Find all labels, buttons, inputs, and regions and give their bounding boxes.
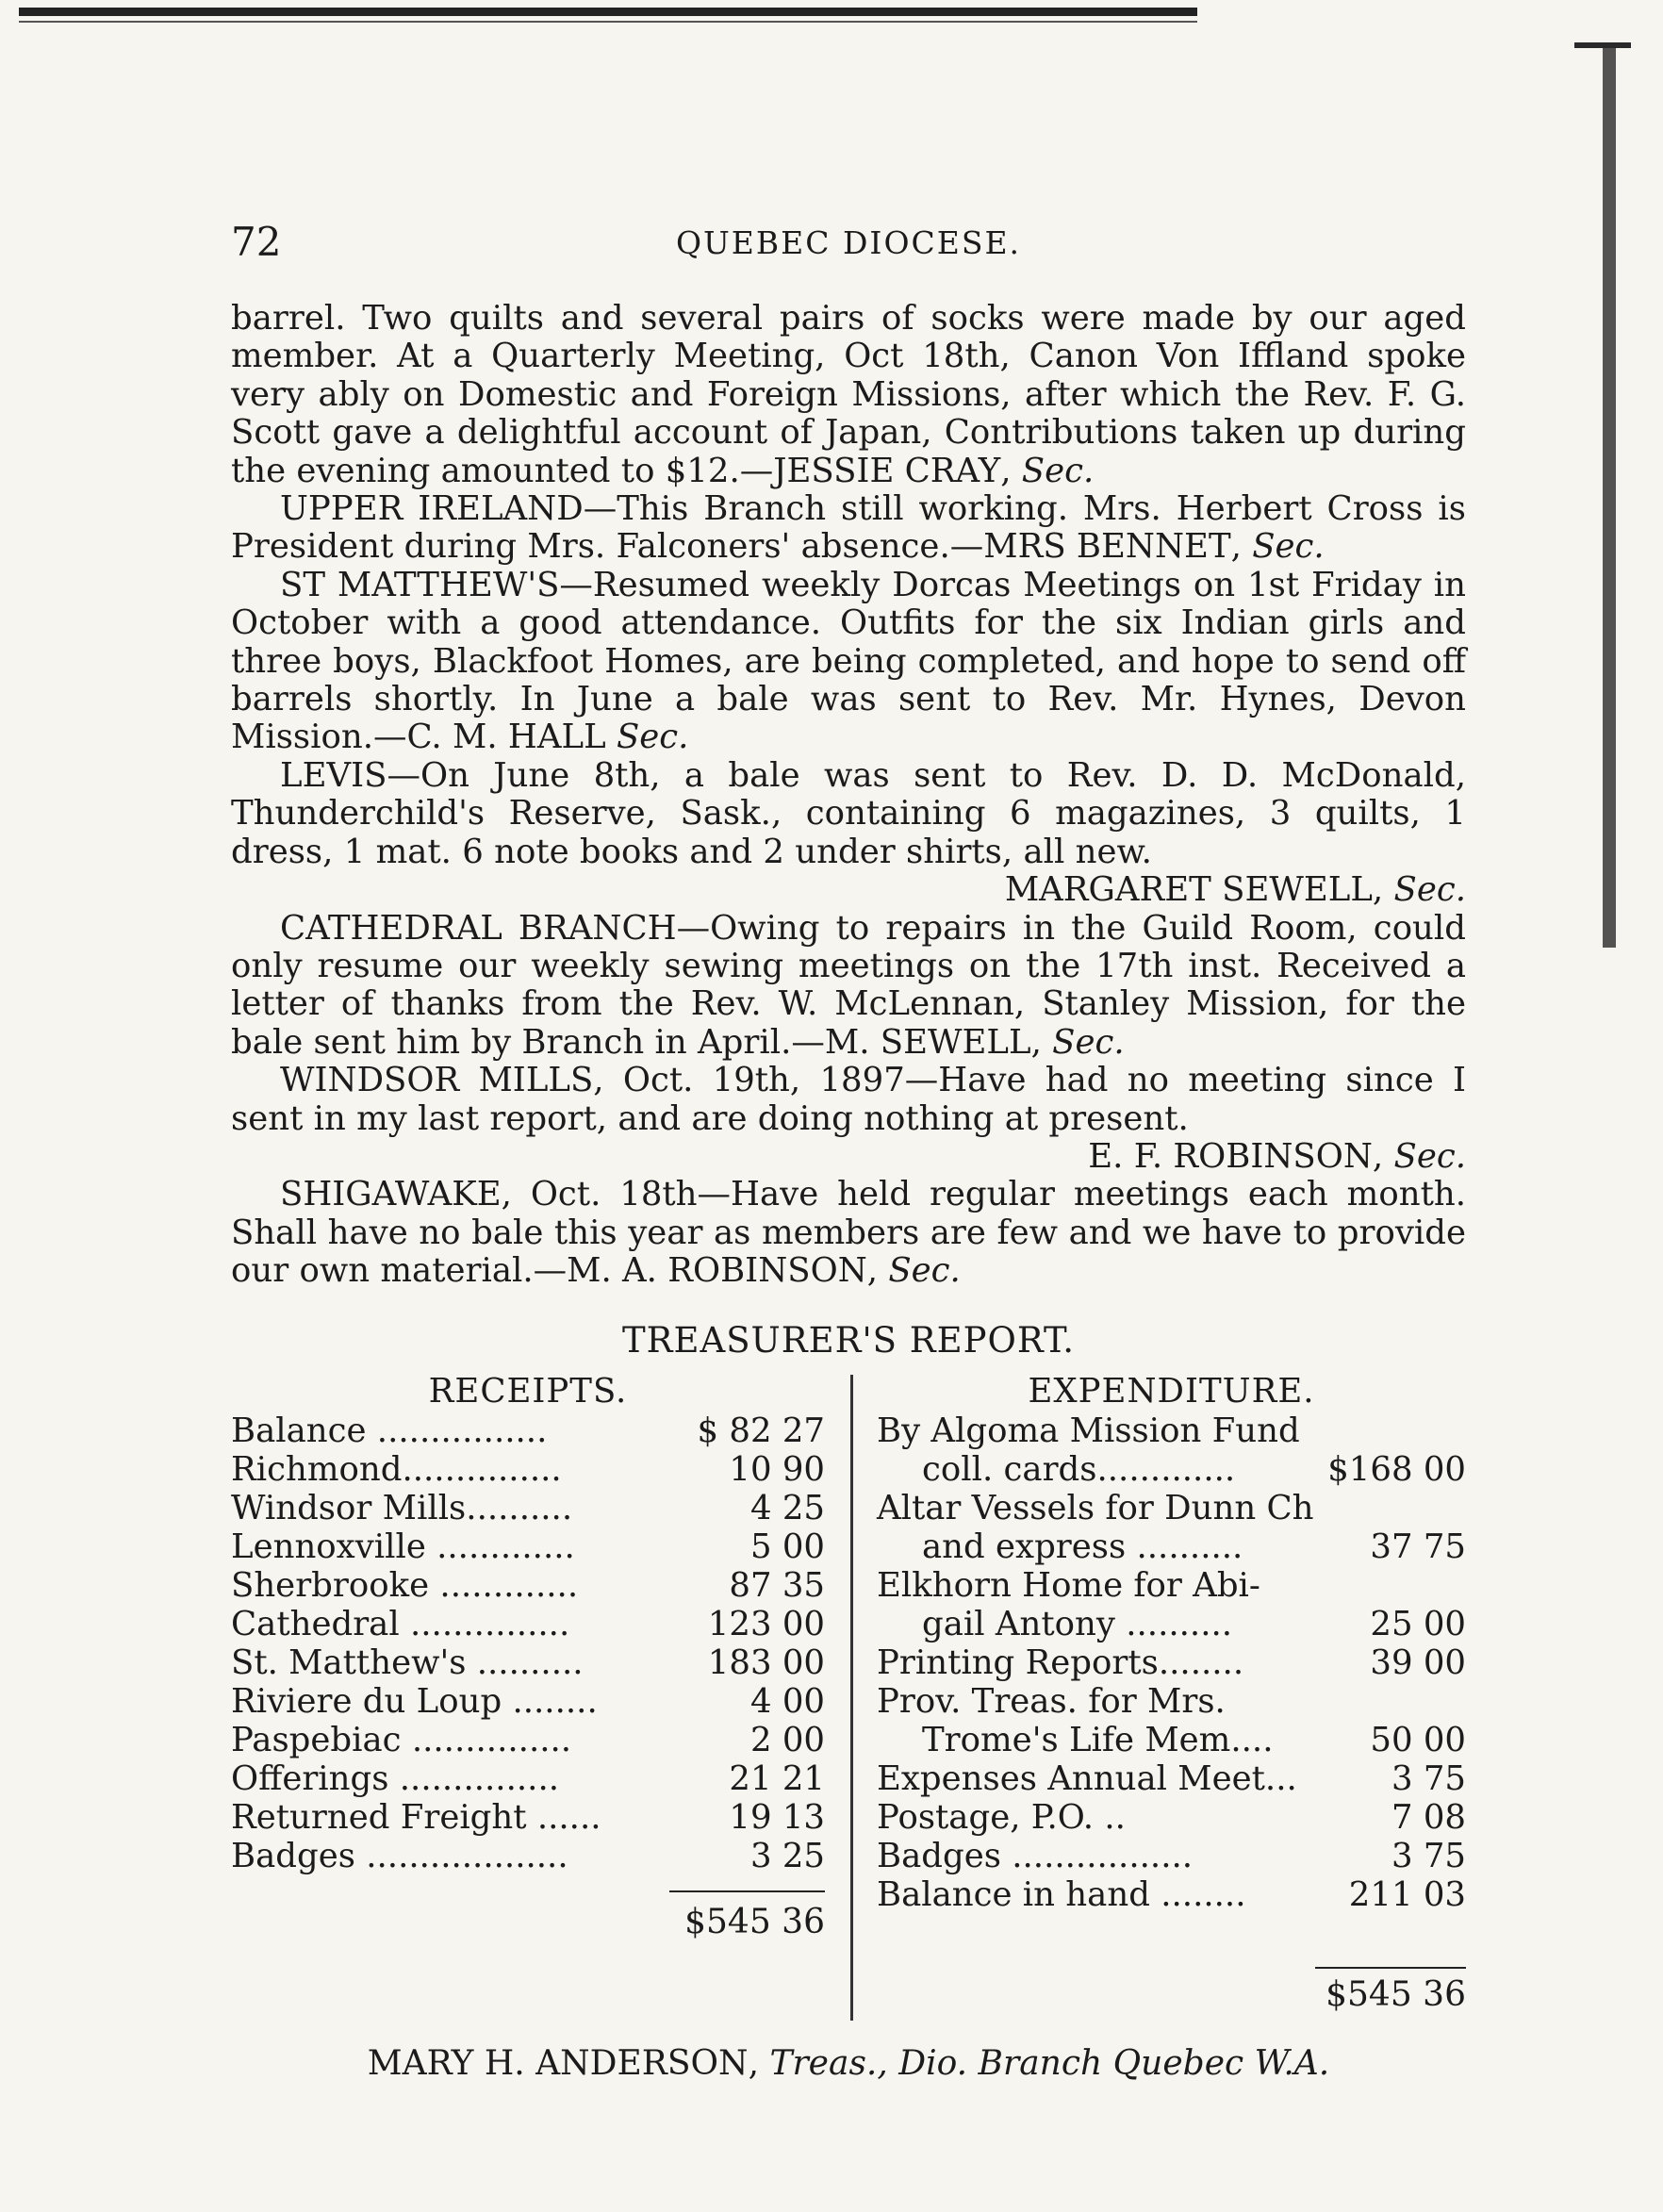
table-row	[231, 1721, 825, 1759]
entry-label: Altar Vessels for Dunn Ch	[877, 1489, 1314, 1527]
signature-title: Sec.	[616, 718, 689, 757]
paragraph-levis: LEVIS—On June 8th, a bale was sent to Rev. D. D. McDonald, Thunderchild's Reserve, Sask., containing 6 magazines, 3 quilts, 1 dress, 1 mat. 6 note books and 2 under shirts, all new.	[231, 755, 1466, 871]
table-row	[231, 1566, 825, 1605]
table-row	[231, 1643, 825, 1682]
entry-amount: $ 82 27	[697, 1411, 825, 1450]
receipts-heading: RECEIPTS.	[428, 1372, 628, 1411]
entry-label: and express ..........	[922, 1527, 1243, 1566]
entry-label: Riviere du Loup ........	[231, 1682, 598, 1721]
paragraph-continuation: barrel. Two quilts and several pairs of socks were made by our aged member. At a Quarterly Meeting, Oct 18th, Canon Von Iffland spoke very ably on Domestic and Foreign Missions, after which the Rev. F. G. Scott gave a delightful account of Japan, Contributions taken up during the evening amounted to $12.—JESSIE CRAY, Sec.	[231, 299, 1466, 490]
entry-label: By Algoma Mission Fund	[877, 1411, 1300, 1450]
entry-amount: 3 75	[1391, 1759, 1466, 1798]
entry-label: Badges .................	[877, 1837, 1194, 1875]
column-divider	[850, 1375, 853, 2021]
table-row	[877, 1411, 1466, 1450]
entry-label: Returned Freight ......	[231, 1798, 601, 1837]
table-row	[877, 1875, 1466, 1914]
receipts-sum-rule	[669, 1890, 825, 1892]
branch-name: CATHEDRAL BRANCH	[280, 908, 677, 948]
entry-label: Richmond...............	[231, 1450, 562, 1489]
paragraph-upper-ireland: UPPER IRELAND—This Branch still working. Mrs. Herbert Cross is President during Mrs. Falconers' absence.—MRS BENNET, Sec.	[231, 489, 1466, 567]
table-row	[231, 1837, 825, 1875]
entry-amount: 21 21	[729, 1759, 825, 1798]
entry-amount: 19 13	[729, 1798, 825, 1837]
report-title: TREASURER'S REPORT.	[621, 1320, 1076, 1361]
entry-label: Elkhorn Home for Abi-	[877, 1566, 1260, 1605]
table-row	[231, 1489, 825, 1527]
expenditure-heading: EXPENDITURE.	[1028, 1372, 1315, 1411]
expenditure-list	[877, 1411, 1466, 1914]
table-row	[877, 1643, 1466, 1682]
paragraph-windsor-mills: WINDSOR MILLS, Oct. 19th, 1897—Have had no meeting since I sent in my last report, and are doing nothing at present.	[231, 1061, 1466, 1138]
expenditure-total: $545 36	[1325, 1975, 1466, 2014]
table-row	[231, 1411, 825, 1450]
table-row	[231, 1450, 825, 1489]
entry-label: Sherbrooke .............	[231, 1566, 579, 1605]
signature-name: HALL	[507, 718, 606, 757]
table-row	[877, 1450, 1466, 1489]
entry-label: Badges ...................	[231, 1837, 568, 1875]
table-row	[877, 1682, 1466, 1721]
entry-amount: 5 00	[749, 1527, 825, 1566]
table-row	[877, 1721, 1466, 1759]
signature-title: Sec.	[1052, 1022, 1125, 1062]
entry-label: Postage, P.O. ..	[877, 1798, 1126, 1837]
receipts-total: $545 36	[684, 1903, 825, 1941]
paragraph-st-matthews: ST MATTHEW'S—Resumed weekly Dorcas Meetings on 1st Friday in October with a good attendance. Outfits for the six Indian girls and three boys, Blackfoot Homes, are being completed, and hope to send off barrels shortly. In June a bale was sent to Rev. Mr. Hynes, Devon Mission.—C. M. HALL Sec.	[231, 565, 1466, 757]
entry-amount: 211 03	[1348, 1875, 1466, 1914]
table-row	[877, 1489, 1466, 1527]
signature-title: Sec.	[1252, 527, 1325, 567]
entry-label: Offerings ...............	[231, 1759, 560, 1798]
table-row	[877, 1605, 1466, 1643]
top-rule	[19, 8, 1197, 16]
entry-amount: 4 25	[749, 1489, 825, 1527]
paragraph-shigawake: SHIGAWAKE, Oct. 18th—Have held regular meetings each month. Shall have no bale this year as members are few and we have to provide our own material.—M. A. ROBINSON, Sec.	[231, 1175, 1466, 1291]
treasurer-signature: MARY H. ANDERSON, Treas., Dio. Branch Quebec W.A.	[367, 2044, 1330, 2083]
expenditure-column	[877, 1372, 1466, 1914]
treasurer-title: Treas., Dio. Branch Quebec W.A.	[769, 2044, 1330, 2083]
table-row	[877, 1527, 1466, 1566]
entry-label: Expenses Annual Meet...	[877, 1759, 1297, 1798]
entry-label: Balance ................	[231, 1411, 548, 1450]
expenditure-sum-rule	[1315, 1967, 1466, 1969]
table-row	[231, 1798, 825, 1837]
page-number: 72	[231, 219, 282, 265]
signature-line: E. F. ROBINSON, Sec.	[1088, 1136, 1466, 1176]
entry-label: Trome's Life Mem....	[922, 1721, 1274, 1759]
entry-amount: 4 00	[749, 1682, 825, 1721]
top-rule-thin	[19, 21, 1197, 23]
receipts-list	[231, 1411, 825, 1875]
body-text	[231, 300, 1466, 1291]
entry-label: Prov. Treas. for Mrs.	[877, 1682, 1226, 1721]
entry-label: Windsor Mills..........	[231, 1489, 573, 1527]
signature-title: Sec.	[888, 1251, 961, 1291]
entry-amount: 183 00	[707, 1643, 825, 1682]
entry-label: gail Antony ..........	[922, 1605, 1233, 1643]
treasurer-name: MARY H. ANDERSON	[367, 2044, 749, 2083]
table-row	[231, 1605, 825, 1643]
entry-label: Paspebiac ...............	[231, 1721, 572, 1759]
entry-amount: 37 75	[1370, 1527, 1466, 1566]
signature-name: ROBINSON	[667, 1251, 867, 1291]
table-row	[231, 1682, 825, 1721]
entry-label: Cathedral ...............	[231, 1605, 570, 1643]
signature-name: MRS BENNET	[983, 527, 1231, 567]
table-row	[877, 1566, 1466, 1605]
entry-label: Printing Reports........	[877, 1643, 1244, 1682]
table-row	[231, 1759, 825, 1798]
signature-line: MARGARET SEWELL, Sec.	[1004, 870, 1466, 910]
table-row	[877, 1759, 1466, 1798]
table-row	[877, 1837, 1466, 1875]
page-header	[231, 219, 1466, 275]
entry-amount: 3 75	[1391, 1837, 1466, 1875]
entry-amount: 123 00	[707, 1605, 825, 1643]
signature-name: JESSIE CRAY	[773, 451, 1001, 490]
branch-name: ST MATTHEW'S	[280, 565, 560, 604]
branch-name: SHIGAWAKE	[280, 1175, 502, 1214]
entry-amount: 87 35	[729, 1566, 825, 1605]
branch-name: UPPER IRELAND	[280, 489, 584, 529]
entry-label: coll. cards.............	[922, 1450, 1236, 1489]
entry-label: St. Matthew's ..........	[231, 1643, 584, 1682]
branch-name: LEVIS	[280, 755, 387, 795]
entry-amount: 50 00	[1370, 1721, 1466, 1759]
page-edge-shadow	[1603, 42, 1616, 948]
signature-name: SEWELL	[880, 1022, 1031, 1062]
entry-amount: 7 08	[1391, 1798, 1466, 1837]
entry-amount: $168 00	[1327, 1450, 1466, 1489]
table-row	[877, 1798, 1466, 1837]
entry-amount: 39 00	[1370, 1643, 1466, 1682]
table-row	[231, 1527, 825, 1566]
signature-title: Sec.	[1021, 451, 1095, 490]
entry-amount: 3 25	[749, 1837, 825, 1875]
entry-label: Balance in hand ........	[877, 1875, 1246, 1914]
paragraph-cathedral-branch: CATHEDRAL BRANCH—Owing to repairs in the Guild Room, could only resume our weekly sewing meetings on the 17th inst. Received a letter of thanks from the Rev. W. McLennan, Stanley Mission, for the bale sent him by Branch in April.—M. SEWELL, Sec.	[231, 908, 1467, 1062]
entry-amount: 25 00	[1370, 1605, 1466, 1643]
branch-name: WINDSOR MILLS	[280, 1061, 594, 1100]
entry-amount: 2 00	[749, 1721, 825, 1759]
running-title: QUEBEC DIOCESE.	[675, 224, 1022, 261]
receipts-column	[231, 1372, 825, 1875]
entry-amount: 10 90	[729, 1450, 825, 1489]
entry-label: Lennoxville .............	[231, 1527, 575, 1566]
